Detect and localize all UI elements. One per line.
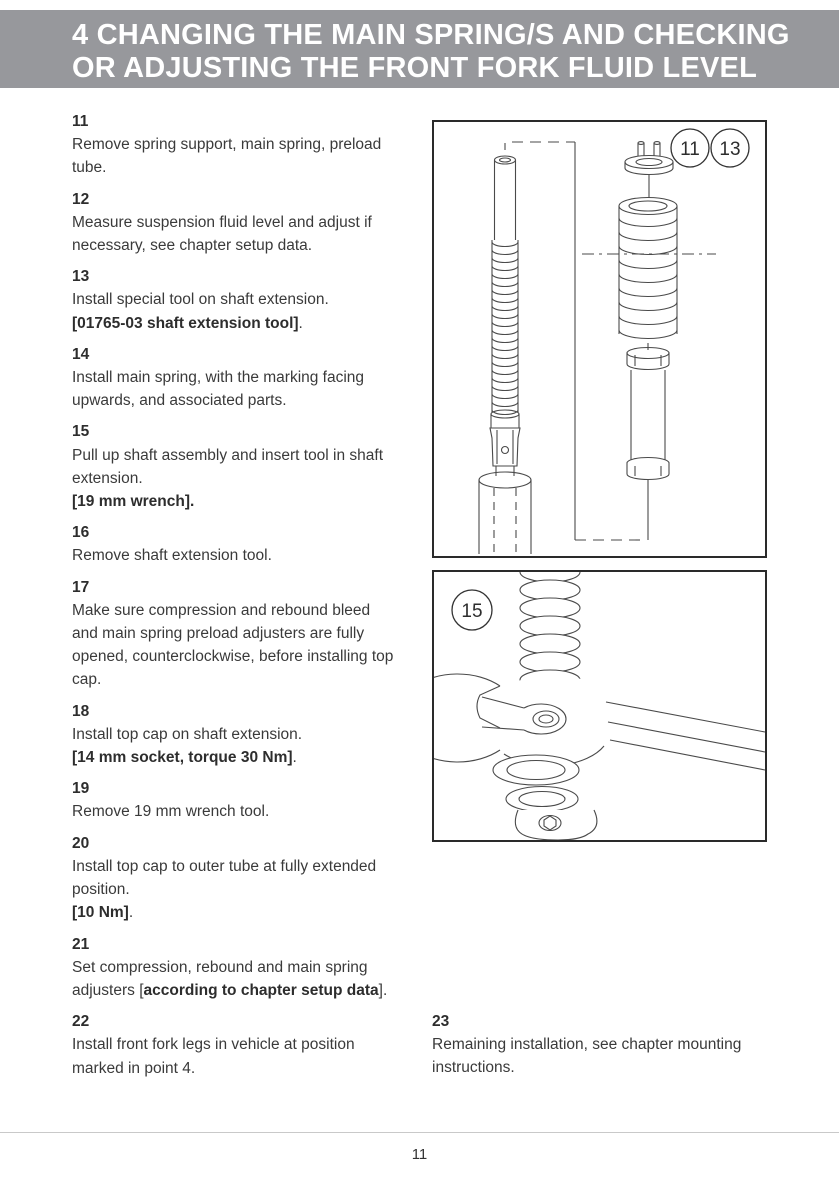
step-line xyxy=(72,723,420,746)
step-text-segment: marked in point 4. xyxy=(72,1059,196,1077)
step-line xyxy=(72,622,420,645)
step-line xyxy=(432,1033,780,1056)
step-text-segment: Install front fork legs in vehicle at position xyxy=(72,1036,355,1054)
step-number: 23 xyxy=(432,1013,450,1030)
step-line xyxy=(72,1057,420,1080)
fork-exploded-illustration xyxy=(434,122,765,556)
instruction-steps-right-column xyxy=(432,1010,780,1088)
step-20 xyxy=(72,832,420,925)
step-text-segment: Remove 19 mm wrench tool. xyxy=(72,803,270,821)
figure-fork-exploded-view xyxy=(432,120,767,558)
wrench-illustration xyxy=(434,572,765,840)
step-13 xyxy=(72,265,420,335)
step-text-segment: Install main spring, with the marking facing xyxy=(72,369,365,387)
step-line xyxy=(72,444,420,467)
step-number: 19 xyxy=(72,780,90,798)
step-number: 18 xyxy=(72,702,90,720)
step-17 xyxy=(72,576,420,692)
step-line xyxy=(72,389,420,412)
step-line xyxy=(72,645,420,668)
step-21 xyxy=(72,933,420,1003)
step-text-segment: position. xyxy=(72,881,130,899)
step-text-segment: according to chapter setup data xyxy=(143,981,379,999)
header-banner xyxy=(0,10,839,88)
callout-15: 15 xyxy=(461,601,483,622)
step-number: 22 xyxy=(72,1013,90,1031)
page-title-line1: 4 CHANGING THE MAIN SPRING/S AND CHECKING xyxy=(72,19,790,51)
figure1-callouts xyxy=(671,129,749,167)
step-number: 14 xyxy=(72,345,90,363)
step-number: 15 xyxy=(72,423,90,441)
step-line xyxy=(72,800,420,823)
step-line xyxy=(72,901,420,924)
step-text-segment: [10 Nm] xyxy=(72,904,129,922)
step-line xyxy=(72,878,420,901)
step-number: 21 xyxy=(72,935,90,953)
footer-divider xyxy=(0,1132,839,1133)
step-line xyxy=(72,544,420,567)
step-line xyxy=(72,490,420,513)
step-line xyxy=(72,979,420,1002)
step-line xyxy=(72,956,420,979)
step-14 xyxy=(72,343,420,413)
step-text-segment: instructions. xyxy=(432,1059,515,1077)
step-number: 20 xyxy=(72,834,90,852)
step-line xyxy=(72,156,420,179)
step-text-segment: Install top cap on shaft extension. xyxy=(72,725,303,743)
step-text-segment: tube. xyxy=(72,159,107,177)
step-line xyxy=(72,855,420,878)
step-line xyxy=(72,288,420,311)
step-line xyxy=(72,668,420,691)
step-line xyxy=(72,234,420,257)
step-22 xyxy=(72,1010,420,1080)
step-number: 16 xyxy=(72,524,90,542)
step-16 xyxy=(72,521,420,567)
step-text-segment: Make sure compression and rebound bleed xyxy=(72,601,371,619)
step-text-segment: [01765-03 shaft extension tool] xyxy=(72,314,299,332)
step-text-segment: Pull up shaft assembly and insert tool in shaft xyxy=(72,446,384,464)
step-19 xyxy=(72,777,420,823)
step-text-segment: Install top cap to outer tube at fully extended xyxy=(72,857,377,875)
step-text-segment: Install special tool on shaft extension. xyxy=(72,291,329,309)
step-11 xyxy=(72,110,420,180)
step-12 xyxy=(72,188,420,258)
step-text-segment: [14 mm socket, torque 30 Nm] xyxy=(72,749,293,767)
step-text-segment: Remove shaft extension tool. xyxy=(72,547,272,565)
step-text-segment: necessary, see chapter setup data. xyxy=(72,237,313,255)
step-number: 13 xyxy=(72,268,90,286)
figure2-callouts xyxy=(452,590,492,630)
step-text-segment: and main spring preload adjusters are fully xyxy=(72,625,365,643)
step-line xyxy=(72,746,420,769)
figure-wrench-on-shaft xyxy=(432,570,767,842)
step-text-segment: adjusters [ xyxy=(72,981,144,999)
step-line xyxy=(72,467,420,490)
step-number: 11 xyxy=(72,113,89,130)
step-text-segment: . xyxy=(292,749,297,767)
callout-11: 11 xyxy=(680,139,700,160)
step-text-segment: extension. xyxy=(72,469,143,487)
step-text-segment: . xyxy=(298,314,303,332)
step-text-segment: . xyxy=(128,904,134,922)
step-number: 17 xyxy=(72,578,90,596)
callout-13: 13 xyxy=(719,139,741,160)
page-number: 11 xyxy=(411,1146,428,1163)
step-line xyxy=(72,312,420,335)
step-text-segment: Remaining installation, see chapter mounting xyxy=(432,1036,742,1054)
step-text-segment: upwards, and associated parts. xyxy=(72,392,287,410)
page-title-line2: OR ADJUSTING THE FRONT FORK FLUID LEVEL xyxy=(72,52,757,84)
step-line xyxy=(72,599,420,622)
step-line xyxy=(72,211,420,234)
step-number: 12 xyxy=(72,190,90,208)
step-line xyxy=(72,366,420,389)
step-text-segment: ]. xyxy=(378,981,388,999)
step-text-segment: Remove spring support, main spring, preload xyxy=(72,136,382,154)
step-line xyxy=(72,1033,420,1056)
step-text-segment: opened, counterclockwise, before installing top xyxy=(72,648,394,666)
step-text-segment: cap. xyxy=(72,671,102,689)
step-text-segment: Measure suspension fluid level and adjust if xyxy=(72,213,372,231)
step-15 xyxy=(72,420,420,513)
step-text-segment: [19 mm wrench]. xyxy=(72,493,195,511)
step-line xyxy=(72,133,420,156)
step-line xyxy=(432,1056,780,1079)
step-18 xyxy=(72,700,420,770)
step-23 xyxy=(432,1010,780,1080)
instruction-steps-left-column xyxy=(72,110,420,1088)
step-text-segment: Set compression, rebound and main spring xyxy=(72,958,368,976)
